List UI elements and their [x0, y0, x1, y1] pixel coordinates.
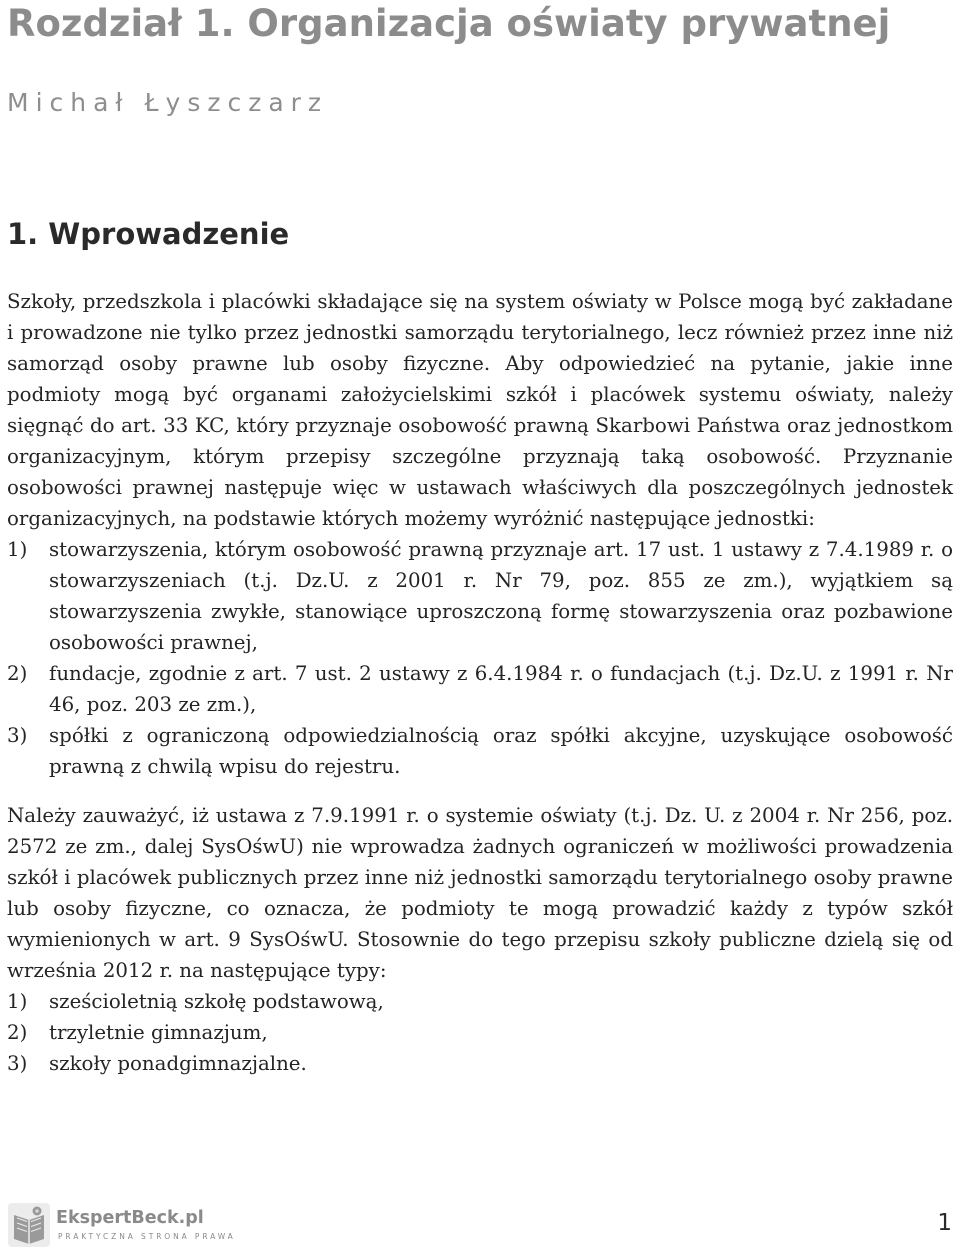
footer-logo[interactable] [8, 1203, 248, 1247]
list-item [7, 658, 953, 720]
paragraph-2-text: Należy zauważyć, iż ustawa z 7.9.1991 r. o systemie oświaty (t.j. Dz. U. z 2004 r. Nr 256, poz. 2572 ze zm., dalej SysOśwU) nie wprowadza żadnych ograniczeń w możliwości prowadzenia szkół i placówek publicznych przez inne niż jednostki samorządu terytorialnego osoby prawne lub osoby fizyczne, co oznacza, że podmioty te mogą prowadzić każdy z typów szkół wymienionych w art. 9 SysOśwU. Stosownie do tego przepisu szkoły publiczne dzielą się od września 2012 r. na następujące typy: [7, 804, 953, 982]
list-item-text: sześcioletnią szkołę podstawową, [49, 990, 384, 1013]
author-name: Michał Łyszczarz [7, 88, 329, 117]
list-item [7, 986, 953, 1017]
school-type-list [7, 986, 953, 1079]
paragraph-1-text: Szkoły, przedszkola i placówki składające się na system oświaty w Polsce mogą być zakładane i prowadzone nie tylko przez jednostki samorządu terytorialnego, lecz również przez inne niż samorząd osoby prawne lub osoby fizyczne. Aby odpowiedzieć na pytanie, jakie inne podmioty mogą być organami założycielskimi szkół i placówek systemu oświaty, należy sięgnąć do art. 33 KC, który przyznaje osobowość prawną Skarbowi Państwa oraz jednostkom organizacyjnym, którym przepisy szczególne przyznają taką osobowość. Przyznanie osobowości prawnej następuje więc w ustawach właściwych dla poszczególnych jednostek organizacyjnych, na podstawie których możemy wyróżnić następujące jednostki: [7, 290, 953, 530]
section-heading: 1. Wprowadzenie [7, 217, 290, 251]
list-item [7, 1017, 953, 1048]
chapter-title: Rozdział 1. Organizacja oświaty prywatnej [7, 2, 891, 45]
list-item-text: fundacje, zgodnie z art. 7 ust. 2 ustawy z 6.4.1984 r. o fundacjach (t.j. Dz.U. z 1991 r. Nr 46, poz. 203 ze zm.), [49, 662, 953, 716]
entity-list [7, 534, 953, 782]
list-item [7, 720, 953, 782]
list-item [7, 534, 953, 658]
list-item-number: 2) [7, 662, 28, 685]
list-item [7, 1048, 953, 1079]
list-item-number: 3) [7, 1052, 28, 1075]
paragraph-2 [7, 800, 953, 1079]
page-number: 1 [937, 1210, 952, 1236]
list-item-number: 2) [7, 1021, 28, 1044]
list-item-text: trzyletnie gimnazjum, [49, 1021, 268, 1044]
list-item-text: szkoły ponadgimnazjalne. [49, 1052, 307, 1075]
list-item-number: 1) [7, 990, 28, 1013]
list-item-text: spółki z ograniczoną odpowiedzialnością oraz spółki akcyjne, uzyskujące osobowość prawną z chwilą wpisu do rejestru. [49, 724, 953, 778]
brand-name: EkspertBeck.pl [56, 1208, 204, 1228]
list-item-number: 1) [7, 538, 28, 561]
list-item-number: 3) [7, 724, 28, 747]
beck-book-icon [8, 1203, 50, 1247]
list-item-text: stowarzyszenia, którym osobowość prawną przyznaje art. 17 ust. 1 ustawy z 7.4.1989 r. o stowarzyszeniach (t.j. Dz.U. z 2001 r. Nr 79, poz. 855 ze zm.), wyjątkiem są stowarzyszenia zwykłe, stanowiące uproszczoną formę stowarzyszenia oraz pozbawione osobowości prawnej, [49, 538, 953, 654]
paragraph-1 [7, 286, 953, 782]
brand-tagline: PRAKTYCZNA STRONA PRAWA [58, 1232, 236, 1241]
